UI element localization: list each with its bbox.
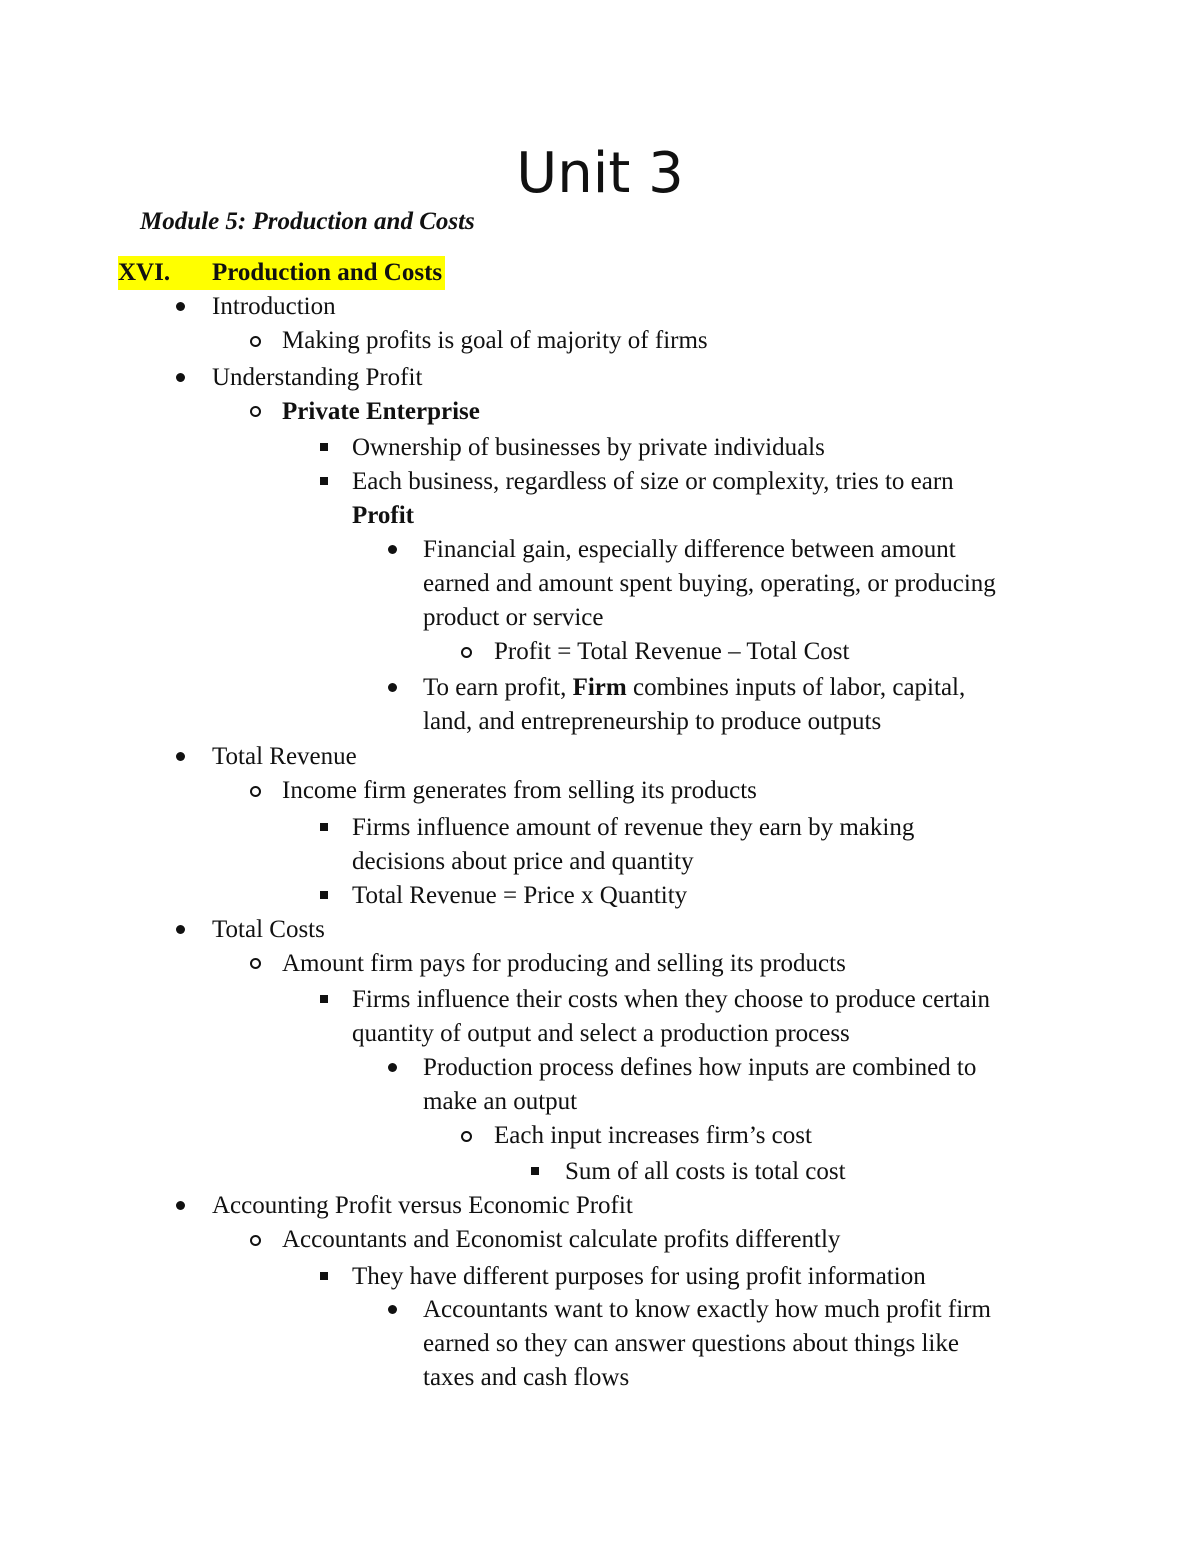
bullet-square-icon [531,1167,539,1175]
list-item: Ownership of businesses by private individuals [352,434,825,461]
document-title: Unit 3 [516,141,684,206]
list-item: Profit = Total Revenue – Total Cost [494,638,850,665]
bullet-dot-icon [388,1305,397,1314]
list-item: Each business, regardless of size or complexity, tries to earn [352,468,954,495]
list-item: Understanding Profit [212,364,423,391]
list-item: land, and entrepreneurship to produce outputs [423,708,882,735]
bullet-dot-icon [176,925,185,934]
list-item: decisions about price and quantity [352,848,694,875]
bullet-square-icon [320,891,328,899]
bullet-square-icon [320,1272,328,1280]
bullet-circle-icon [250,406,261,417]
bullet-circle-icon [461,1131,472,1142]
bullet-square-icon [320,995,328,1003]
bullet-dot-icon [176,302,185,311]
list-item: Firms influence their costs when they choose to produce certain [352,986,991,1013]
bullet-circle-icon [461,647,472,658]
section-number: XVI. [118,259,171,286]
bullet-circle-icon [250,336,261,347]
list-item: taxes and cash flows [423,1364,630,1391]
list-item: Accountants want to know exactly how much profit firm [423,1296,991,1323]
list-item: They have different purposes for using profit information [352,1263,926,1290]
list-item: product or service [423,604,604,631]
list-item: Accountants and Economist calculate profits differently [282,1226,841,1253]
bullet-square-icon [320,477,328,485]
bullet-circle-icon [250,786,261,797]
list-item: Income firm generates from selling its products [282,777,757,804]
list-item: Making profits is goal of majority of firms [282,327,708,354]
list-item: Introduction [212,293,336,320]
list-item: make an output [423,1088,578,1115]
list-item: Accounting Profit versus Economic Profit [212,1192,633,1219]
section-title: Production and Costs [212,259,443,286]
list-item: Total Revenue [212,743,357,770]
bullet-dot-icon [176,373,185,382]
list-item: Each input increases firm’s cost [494,1122,812,1149]
bullet-circle-icon [250,958,261,969]
list-item: Production process defines how inputs are combined to [423,1054,977,1081]
list-item: Total Costs [212,916,325,943]
section-heading [118,256,445,290]
list-item: Private Enterprise [282,398,480,425]
list-item: Total Revenue = Price x Quantity [352,882,688,909]
list-item: earned and amount spent buying, operating, or producing [423,570,996,597]
list-item: quantity of output and select a production process [352,1020,850,1047]
list-item: To earn profit, Firm combines inputs of labor, capital, [423,674,966,701]
list-item: earned so they can answer questions about things like [423,1330,959,1357]
bullet-dot-icon [388,1063,397,1072]
bullet-dot-icon [388,683,397,692]
bullet-dot-icon [176,752,185,761]
list-item: Firms influence amount of revenue they earn by making [352,814,915,841]
list-item: Financial gain, especially difference between amount [423,536,956,563]
bullet-circle-icon [250,1235,261,1246]
list-item: Sum of all costs is total cost [565,1158,846,1185]
module-heading: Module 5: Production and Costs [140,208,475,235]
bullet-square-icon [320,823,328,831]
bullet-dot-icon [388,545,397,554]
list-item: Profit [352,502,415,529]
bullet-dot-icon [176,1201,185,1210]
list-item: Amount firm pays for producing and selling its products [282,950,846,977]
bullet-square-icon [320,443,328,451]
